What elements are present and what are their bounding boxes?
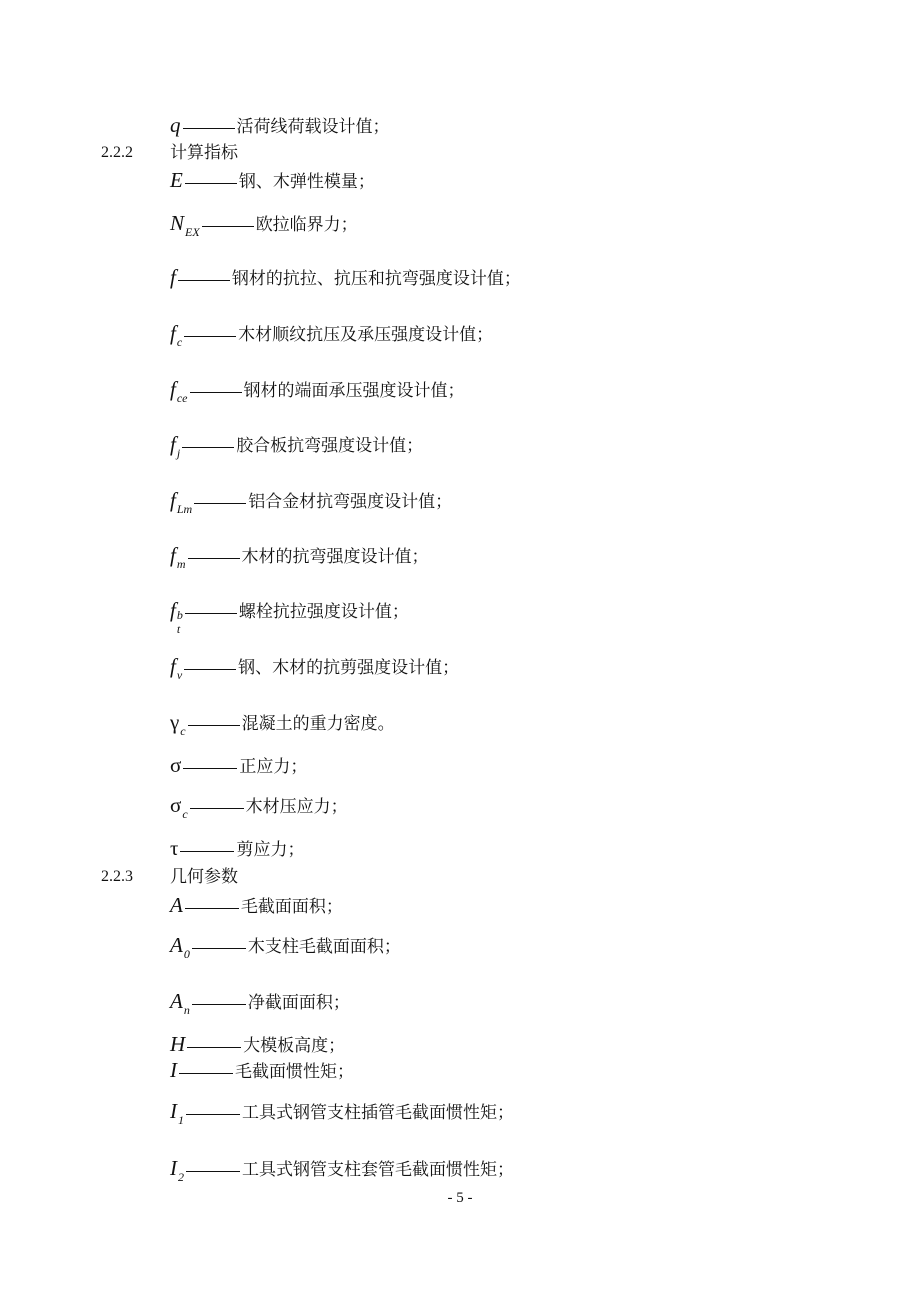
symbol: A: [170, 933, 183, 957]
symbol-description: 木材压应力；: [245, 797, 348, 817]
symbol-definition: [170, 597, 409, 636]
section-number: 2.2.2: [101, 144, 133, 161]
symbol-description: 毛截面惯性矩；: [235, 1062, 354, 1082]
symbol: f: [170, 265, 176, 289]
em-dash-rule: [185, 613, 237, 614]
symbol: N: [170, 211, 185, 235]
symbol-subscript: t: [176, 622, 181, 636]
symbol-subscript: c: [180, 724, 186, 738]
symbol-subscript: ce: [176, 391, 188, 405]
symbol-subscript: Lm: [176, 502, 193, 516]
symbol-definition: [170, 210, 358, 239]
symbol-definition: [170, 752, 307, 778]
symbol-definition: [170, 167, 375, 193]
symbol: γ: [170, 710, 180, 734]
symbol-definition: [170, 431, 424, 460]
symbol-definition: [170, 1155, 514, 1184]
section-title: 几何参数: [170, 867, 238, 887]
symbol-subscript: j: [176, 446, 181, 460]
symbol: A: [170, 893, 183, 917]
symbol: f: [170, 321, 176, 345]
symbol-description: 钢材的端面承压强度设计值；: [243, 381, 465, 401]
symbol-subscript: v: [176, 668, 183, 682]
symbol: I: [170, 1156, 177, 1180]
symbol-subscript: 0: [183, 947, 190, 961]
em-dash-rule: [182, 447, 234, 448]
symbol-superscript: b: [176, 608, 183, 622]
em-dash-rule: [185, 908, 239, 909]
symbol: I: [170, 1058, 177, 1082]
em-dash-rule: [188, 725, 240, 726]
em-dash-rule: [178, 280, 230, 281]
symbol: σ: [170, 753, 182, 777]
symbol: I: [170, 1099, 177, 1123]
symbol: f: [170, 488, 176, 512]
symbol-description: 活荷线荷载设计值；: [236, 117, 390, 137]
symbol: f: [170, 543, 176, 567]
symbol-description: 工具式钢管支柱插管毛截面惯性矩；: [242, 1103, 514, 1123]
section-title: 计算指标: [170, 143, 238, 163]
symbol-subscript: c: [176, 335, 183, 349]
symbol-definition: [170, 376, 465, 405]
symbol-description: 钢、木材的抗剪强度设计值；: [238, 658, 460, 678]
em-dash-rule: [188, 558, 240, 559]
symbol-description: 欧拉临界力；: [255, 215, 358, 235]
symbol: q: [170, 113, 181, 137]
symbol-definition: [170, 320, 494, 349]
em-dash-rule: [183, 128, 235, 129]
symbol: f: [170, 377, 176, 401]
symbol: σ: [170, 793, 182, 817]
symbol-definition: [170, 487, 453, 516]
section-number: 2.2.3: [101, 868, 133, 885]
symbol-definition: [170, 1057, 354, 1083]
em-dash-rule: [190, 808, 244, 809]
page-number: - 5 -: [447, 1190, 473, 1206]
symbol-description: 工具式钢管支柱套管毛截面惯性矩；: [242, 1160, 514, 1180]
symbol-definition: [170, 792, 348, 821]
em-dash-rule: [184, 336, 236, 337]
symbol: f: [170, 432, 176, 456]
symbol-description: 剪应力；: [236, 840, 305, 860]
symbol-description: 钢、木弹性模量；: [238, 172, 375, 192]
em-dash-rule: [192, 948, 246, 949]
symbol: H: [170, 1032, 186, 1056]
symbol-description: 木材顺纹抗压及承压强度设计值；: [238, 325, 494, 345]
symbol: τ: [170, 836, 179, 860]
symbol-definition: [170, 653, 460, 682]
symbol-description: 木材的抗弯强度设计值；: [241, 547, 429, 567]
em-dash-rule: [194, 503, 246, 504]
em-dash-rule: [190, 392, 242, 393]
symbol-description: 混凝土的重力密度。: [241, 714, 395, 734]
em-dash-rule: [180, 851, 234, 852]
symbol-description: 胶合板抗弯强度设计值；: [236, 436, 424, 456]
symbol-description: 钢材的抗拉、抗压和抗弯强度设计值；: [231, 269, 521, 289]
symbol-definition: [170, 1098, 514, 1127]
symbol-definition: [170, 835, 304, 861]
symbol-description: 铝合金材抗弯强度设计值；: [248, 492, 453, 512]
symbol-definition: [170, 932, 401, 961]
symbol: A: [170, 989, 183, 1013]
symbol-subscript: c: [182, 807, 188, 821]
symbol-description: 大模板高度；: [243, 1036, 346, 1056]
symbol: f: [170, 598, 176, 622]
symbol-subscript: EX: [185, 225, 200, 239]
symbol-description: 毛截面面积；: [240, 897, 343, 917]
em-dash-rule: [184, 669, 236, 670]
symbol-definition: [170, 112, 390, 138]
symbol-definition: [170, 892, 343, 918]
em-dash-rule: [179, 1073, 233, 1074]
symbol-description: 正应力；: [239, 757, 308, 777]
em-dash-rule: [186, 1171, 240, 1172]
em-dash-rule: [186, 1114, 240, 1115]
symbol-subscript: 1: [178, 1113, 184, 1127]
em-dash-rule: [202, 226, 254, 227]
symbol-description: 螺栓抗拉强度设计值；: [238, 602, 409, 622]
symbol-subscript: 2: [178, 1170, 184, 1184]
em-dash-rule: [187, 1047, 241, 1048]
symbol-definition: [170, 709, 395, 738]
em-dash-rule: [185, 183, 237, 184]
symbol: f: [170, 654, 176, 678]
symbol-subscript: m: [176, 557, 186, 571]
symbol-description: 净截面面积；: [247, 993, 350, 1013]
symbol-definition: [170, 542, 429, 571]
symbol-definition: [170, 988, 350, 1017]
symbol-subscript: n: [183, 1003, 190, 1017]
symbol-definition: [170, 264, 521, 290]
em-dash-rule: [183, 768, 237, 769]
em-dash-rule: [192, 1004, 246, 1005]
symbol-description: 木支柱毛截面面积；: [247, 937, 401, 957]
symbol: E: [170, 168, 183, 192]
symbol-definition: [170, 1031, 345, 1057]
